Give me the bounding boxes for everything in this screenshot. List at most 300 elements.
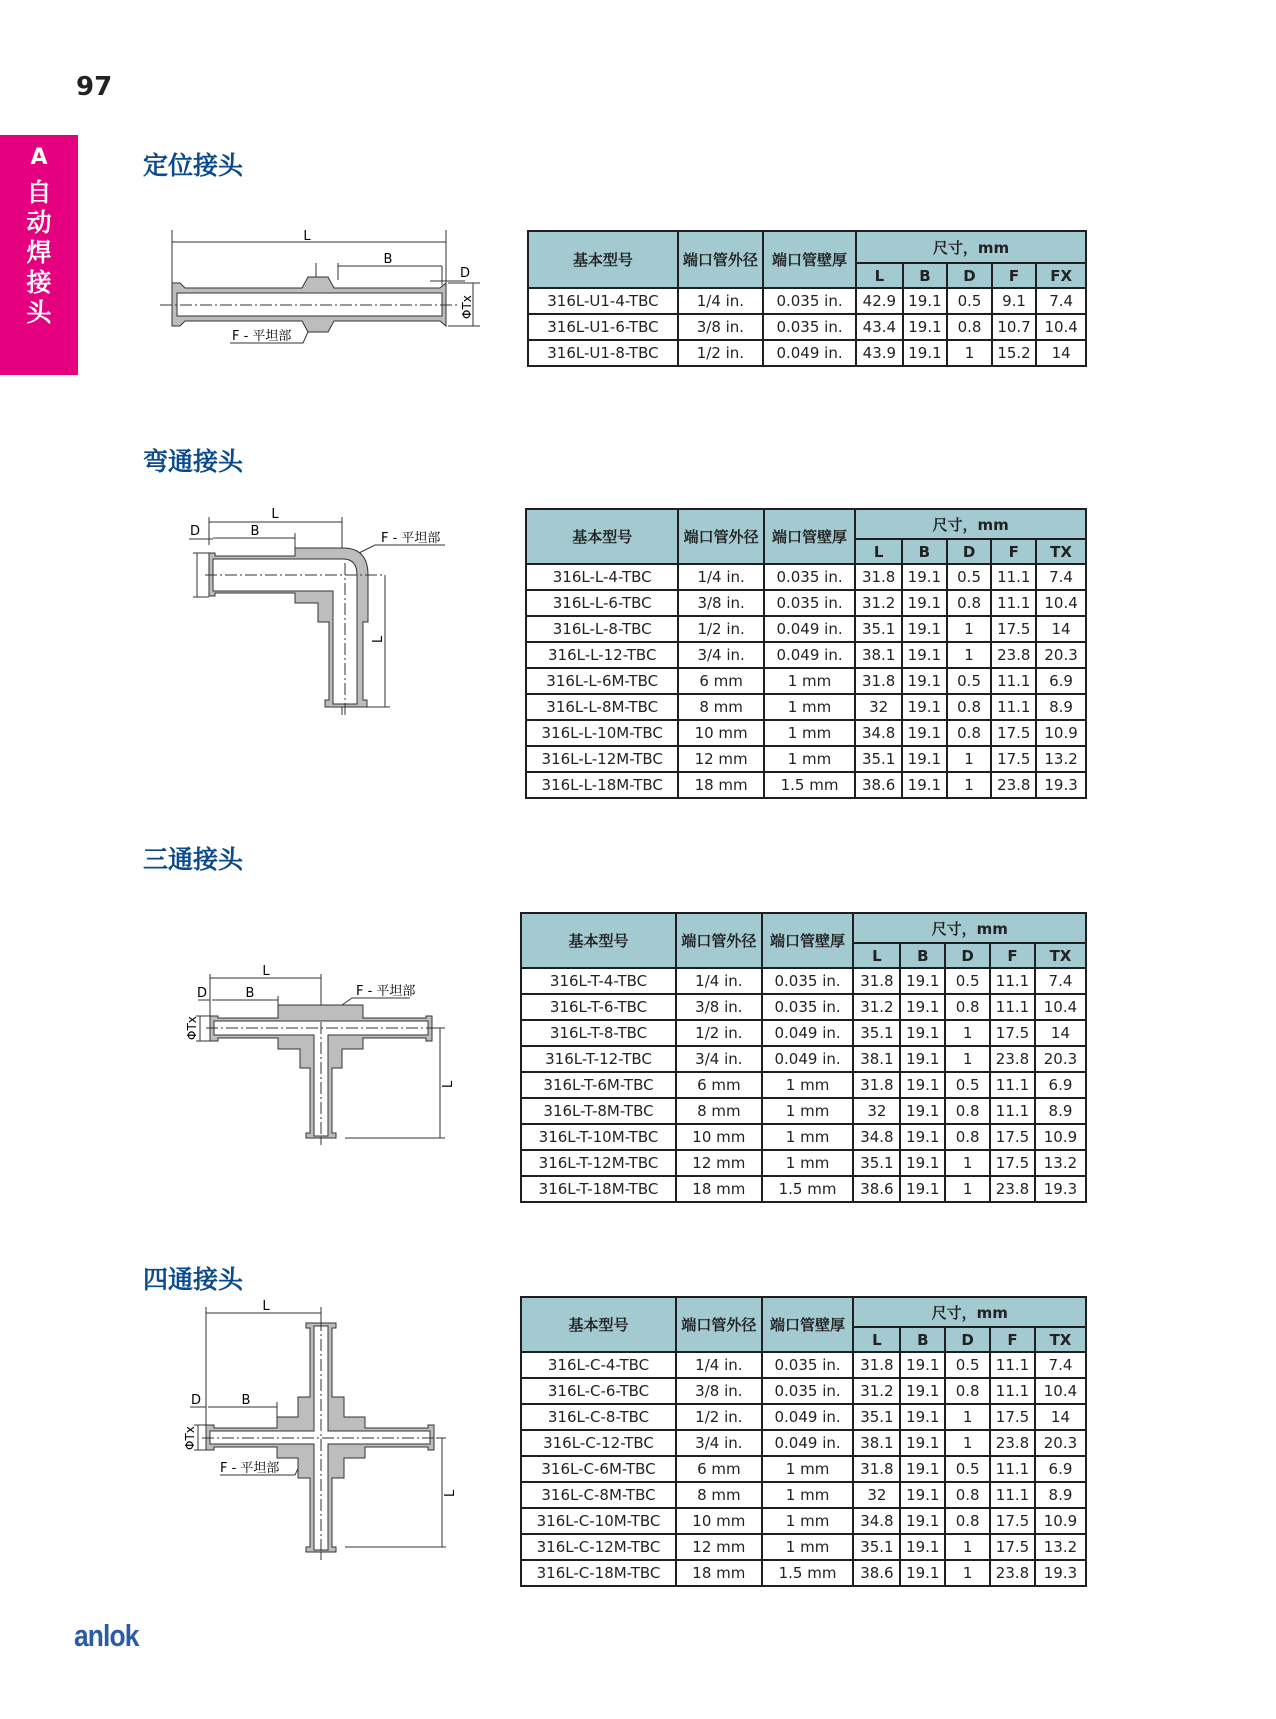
table-cell: 17.5: [990, 1534, 1035, 1560]
table-cell: 1: [945, 1046, 990, 1072]
table-cell: 20.3: [1036, 642, 1086, 668]
header-dim-f: F: [990, 943, 1035, 968]
diagram-tee: [180, 960, 460, 1150]
label-F: F - 平坦部: [356, 984, 416, 999]
table-cell: 18 mm: [676, 1176, 762, 1202]
table-row: [526, 694, 1086, 720]
cell-model: 316L-C-8M-TBC: [521, 1482, 676, 1508]
table-cell: 1: [945, 1430, 990, 1456]
table-cell: 0.5: [945, 1072, 990, 1098]
cell-model: 316L-T-12M-TBC: [521, 1150, 676, 1176]
label-L2: L: [371, 635, 386, 643]
table-cell: 35.1: [853, 1020, 900, 1046]
table-cell: 17.5: [990, 1508, 1035, 1534]
table-cell: 7.4: [1035, 1352, 1086, 1378]
cell-model: 316L-T-6-TBC: [521, 994, 676, 1020]
label-T: ΦTx: [460, 295, 474, 319]
table-cell: 19.1: [902, 668, 947, 694]
table-cell: 18 mm: [678, 772, 763, 798]
table-cell: 11.1: [990, 968, 1035, 994]
section-title-elbow: 弯通接头: [143, 447, 244, 476]
section-title-cross: 四通接头: [143, 1265, 244, 1294]
table-cell: 17.5: [990, 1150, 1035, 1176]
table-cell: 1 mm: [762, 1482, 854, 1508]
table-cell: 14: [1035, 1020, 1086, 1046]
table-cell: 13.2: [1035, 1150, 1086, 1176]
table-cell: 23.8: [990, 1560, 1035, 1586]
header-wall-thickness: 端口管壁厚: [762, 913, 854, 968]
label-F: F - 平坦部: [381, 531, 441, 546]
table-cell: 13.2: [1035, 1534, 1086, 1560]
table-cell: 1: [947, 746, 992, 772]
table-cell: 19.1: [900, 1098, 945, 1124]
table-cell: 3/4 in.: [678, 642, 763, 668]
table-cell: 31.8: [853, 1456, 900, 1482]
header-dim-b: B: [900, 943, 945, 968]
header-dim-f: F: [990, 1327, 1035, 1352]
label-T: ΦTx: [183, 1426, 197, 1450]
label-B: B: [250, 524, 260, 539]
cell-model: 316L-C-6M-TBC: [521, 1456, 676, 1482]
table-cell: 42.9: [856, 288, 903, 314]
table-cell: 0.035 in.: [762, 1352, 854, 1378]
header-model: 基本型号: [528, 231, 678, 288]
table-cell: 19.1: [900, 1560, 945, 1586]
table-cell: 1/4 in.: [678, 288, 763, 314]
table-cell: 19.1: [900, 1124, 945, 1150]
table-cell: 0.035 in.: [763, 288, 856, 314]
table-cell: 23.8: [991, 642, 1036, 668]
table-cell: 0.049 in.: [763, 340, 856, 366]
cell-model: 316L-T-6M-TBC: [521, 1072, 676, 1098]
table-cell: 1.5 mm: [764, 772, 855, 798]
header-dim-b: B: [902, 539, 947, 564]
table-row: [526, 642, 1086, 668]
cell-model: 316L-L-8M-TBC: [526, 694, 678, 720]
cell-model: 316L-L-18M-TBC: [526, 772, 678, 798]
table-cell: 6.9: [1035, 1072, 1086, 1098]
header-wall-thickness: 端口管壁厚: [762, 1297, 854, 1352]
table-cell: 19.1: [900, 1072, 945, 1098]
table-cell: 10.9: [1035, 1508, 1086, 1534]
cell-model: 316L-L-8-TBC: [526, 616, 678, 642]
label-B: B: [245, 986, 255, 1001]
table-cell: 19.1: [900, 1176, 945, 1202]
header-model: 基本型号: [521, 1297, 676, 1352]
table-cell: 1: [947, 340, 992, 366]
table-row: [521, 1072, 1086, 1098]
table-row: [521, 1404, 1086, 1430]
section-title-positioning: 定位接头: [143, 151, 244, 180]
table-cell: 1/2 in.: [676, 1020, 762, 1046]
section-title-tee: 三通接头: [143, 845, 244, 874]
label-L: L: [303, 229, 311, 244]
table-cell: 11.1: [991, 564, 1036, 590]
header-dim-d: D: [947, 539, 992, 564]
table-row: [521, 1560, 1086, 1586]
table-cell: 6 mm: [676, 1072, 762, 1098]
table-cell: 14: [1035, 1404, 1086, 1430]
table-cell: 11.1: [990, 1072, 1035, 1098]
spec-table-elbow: [525, 508, 1087, 799]
spec-table-tee: [520, 912, 1087, 1203]
table-cell: 0.5: [945, 1456, 990, 1482]
table-cell: 19.1: [903, 288, 948, 314]
table-row: [521, 1352, 1086, 1378]
cell-model: 316L-T-8M-TBC: [521, 1098, 676, 1124]
table-row: [521, 1150, 1086, 1176]
table-cell: 19.1: [902, 616, 947, 642]
label-L2: L: [443, 1489, 458, 1497]
table-cell: 1 mm: [762, 1534, 854, 1560]
header-dim-b: B: [900, 1327, 945, 1352]
table-cell: 1 mm: [764, 694, 855, 720]
brand-logo: anlok: [74, 1618, 139, 1653]
table-cell: 31.8: [853, 1352, 900, 1378]
table-cell: 19.1: [902, 642, 947, 668]
table-cell: 1 mm: [762, 1150, 854, 1176]
table-cell: 1.5 mm: [762, 1176, 854, 1202]
header-dim-tx: TX: [1036, 539, 1086, 564]
table-cell: 0.035 in.: [762, 1378, 854, 1404]
cell-model: 316L-C-12M-TBC: [521, 1534, 676, 1560]
table-cell: 1.5 mm: [762, 1560, 854, 1586]
spec-table-positioning: [527, 230, 1087, 367]
table-cell: 8 mm: [678, 694, 763, 720]
diagram-cross: [180, 1295, 460, 1565]
table-cell: 7.4: [1036, 288, 1086, 314]
chapter-side-tab: [0, 135, 78, 375]
table-cell: 10.4: [1035, 1378, 1086, 1404]
table-cell: 1: [945, 1534, 990, 1560]
table-cell: 35.1: [853, 1534, 900, 1560]
label-F: F - 平坦部: [232, 329, 292, 344]
table-cell: 0.049 in.: [762, 1046, 854, 1072]
table-cell: 18 mm: [676, 1560, 762, 1586]
table-row: [521, 1098, 1086, 1124]
table-cell: 6 mm: [678, 668, 763, 694]
table-cell: 23.8: [990, 1176, 1035, 1202]
table-cell: 19.1: [903, 340, 948, 366]
table-cell: 0.8: [947, 590, 992, 616]
table-cell: 3/4 in.: [676, 1430, 762, 1456]
table-cell: 0.8: [947, 694, 992, 720]
header-model: 基本型号: [521, 913, 676, 968]
table-cell: 0.049 in.: [762, 1404, 854, 1430]
table-row: [521, 1482, 1086, 1508]
cell-model: 316L-U1-6-TBC: [528, 314, 678, 340]
table-cell: 38.6: [853, 1176, 900, 1202]
table-cell: 19.1: [900, 1352, 945, 1378]
header-wall-thickness: 端口管壁厚: [763, 231, 856, 288]
table-cell: 19.1: [900, 1456, 945, 1482]
diagram-positioning-union: [160, 225, 480, 360]
header-dim-l: L: [853, 943, 900, 968]
table-cell: 17.5: [991, 720, 1036, 746]
header-dim-d: D: [945, 1327, 990, 1352]
table-cell: 1: [945, 1404, 990, 1430]
table-cell: 7.4: [1035, 968, 1086, 994]
header-dimensions: 尺寸，mm: [855, 509, 1086, 539]
table-cell: 19.1: [900, 968, 945, 994]
table-cell: 3/8 in.: [678, 314, 763, 340]
table-cell: 8.9: [1035, 1098, 1086, 1124]
table-cell: 1/4 in.: [676, 1352, 762, 1378]
table-row: [528, 314, 1086, 340]
cell-model: 316L-T-10M-TBC: [521, 1124, 676, 1150]
table-cell: 23.8: [991, 772, 1036, 798]
table-cell: 0.5: [945, 1352, 990, 1378]
table-row: [521, 1534, 1086, 1560]
cell-model: 316L-L-6M-TBC: [526, 668, 678, 694]
table-cell: 31.2: [855, 590, 902, 616]
cell-model: 316L-C-10M-TBC: [521, 1508, 676, 1534]
table-cell: 0.035 in.: [764, 590, 855, 616]
table-cell: 35.1: [853, 1150, 900, 1176]
cell-model: 316L-L-6-TBC: [526, 590, 678, 616]
table-cell: 1 mm: [762, 1098, 854, 1124]
table-row: [526, 720, 1086, 746]
table-cell: 1 mm: [762, 1072, 854, 1098]
table-cell: 1/2 in.: [676, 1404, 762, 1430]
table-cell: 31.8: [853, 968, 900, 994]
label-D: D: [189, 524, 201, 539]
table-cell: 1 mm: [762, 1456, 854, 1482]
table-cell: 1 mm: [764, 668, 855, 694]
table-cell: 11.1: [990, 994, 1035, 1020]
cell-model: 316L-C-18M-TBC: [521, 1560, 676, 1586]
table-cell: 0.035 in.: [764, 564, 855, 590]
chapter-letter: A: [30, 145, 48, 170]
table-cell: 11.1: [991, 668, 1036, 694]
cell-model: 316L-C-6-TBC: [521, 1378, 676, 1404]
table-cell: 0.8: [945, 1508, 990, 1534]
table-cell: 10.9: [1035, 1124, 1086, 1150]
table-cell: 11.1: [990, 1378, 1035, 1404]
table-cell: 34.8: [853, 1124, 900, 1150]
label-D: D: [196, 986, 208, 1001]
table-cell: 1: [945, 1560, 990, 1586]
table-cell: 35.1: [855, 616, 902, 642]
table-cell: 43.9: [856, 340, 903, 366]
table-cell: 19.1: [903, 314, 948, 340]
table-cell: 38.6: [855, 772, 902, 798]
table-cell: 0.049 in.: [764, 616, 855, 642]
label-L: L: [262, 1299, 270, 1314]
table-cell: 19.1: [902, 720, 947, 746]
table-cell: 1: [947, 616, 992, 642]
table-row: [526, 564, 1086, 590]
table-cell: 0.8: [945, 1378, 990, 1404]
table-cell: 10.4: [1036, 590, 1086, 616]
label-B: B: [383, 252, 393, 267]
table-cell: 19.3: [1036, 772, 1086, 798]
table-cell: 0.5: [947, 288, 992, 314]
cell-model: 316L-L-10M-TBC: [526, 720, 678, 746]
table-cell: 0.035 in.: [762, 994, 854, 1020]
header-dim-tx: TX: [1035, 943, 1086, 968]
cell-model: 316L-U1-4-TBC: [528, 288, 678, 314]
cell-model: 316L-L-12-TBC: [526, 642, 678, 668]
table-cell: 31.2: [853, 994, 900, 1020]
label-L: L: [262, 964, 270, 979]
label-L2: L: [441, 1080, 456, 1088]
table-row: [528, 288, 1086, 314]
table-cell: 3/8 in.: [676, 994, 762, 1020]
table-cell: 13.2: [1036, 746, 1086, 772]
table-cell: 17.5: [990, 1124, 1035, 1150]
cell-model: 316L-U1-8-TBC: [528, 340, 678, 366]
table-row: [521, 1430, 1086, 1456]
table-cell: 31.2: [853, 1378, 900, 1404]
table-cell: 19.1: [902, 590, 947, 616]
table-cell: 1/4 in.: [676, 968, 762, 994]
table-cell: 8.9: [1035, 1482, 1086, 1508]
table-cell: 32: [853, 1098, 900, 1124]
table-cell: 35.1: [855, 746, 902, 772]
table-cell: 1: [945, 1150, 990, 1176]
table-cell: 6 mm: [676, 1456, 762, 1482]
table-cell: 23.8: [990, 1046, 1035, 1072]
label-F: F - 平坦部: [220, 1461, 280, 1476]
page-number: 97: [76, 72, 113, 102]
label-D: D: [460, 266, 471, 281]
table-row: [521, 968, 1086, 994]
header-dim-b: B: [903, 263, 948, 288]
table-cell: 0.049 in.: [762, 1430, 854, 1456]
header-outer-diameter: 端口管外径: [676, 913, 762, 968]
table-cell: 11.1: [990, 1352, 1035, 1378]
table-cell: 19.1: [900, 1150, 945, 1176]
table-row: [521, 1124, 1086, 1150]
cell-model: 316L-C-4-TBC: [521, 1352, 676, 1378]
table-cell: 1: [945, 1176, 990, 1202]
table-cell: 19.1: [900, 1482, 945, 1508]
table-cell: 0.8: [947, 314, 992, 340]
table-cell: 1/4 in.: [678, 564, 763, 590]
table-cell: 3/8 in.: [678, 590, 763, 616]
table-cell: 11.1: [990, 1098, 1035, 1124]
table-cell: 11.1: [991, 694, 1036, 720]
table-cell: 0.049 in.: [764, 642, 855, 668]
header-dim-tx: TX: [1035, 1327, 1086, 1352]
table-cell: 0.035 in.: [763, 314, 856, 340]
table-cell: 9.1: [992, 288, 1037, 314]
table-cell: 10.7: [992, 314, 1037, 340]
table-cell: 35.1: [853, 1404, 900, 1430]
table-cell: 43.4: [856, 314, 903, 340]
table-cell: 19.1: [900, 994, 945, 1020]
table-cell: 1: [947, 642, 992, 668]
label-B: B: [241, 1393, 251, 1408]
table-row: [521, 1378, 1086, 1404]
cell-model: 316L-L-12M-TBC: [526, 746, 678, 772]
header-dim-f: F: [992, 263, 1037, 288]
table-cell: 19.1: [902, 772, 947, 798]
table-cell: 32: [855, 694, 902, 720]
table-cell: 19.1: [900, 1404, 945, 1430]
table-cell: 12 mm: [676, 1150, 762, 1176]
table-cell: 0.8: [945, 994, 990, 1020]
header-dim-d: D: [945, 943, 990, 968]
cell-model: 316L-C-8-TBC: [521, 1404, 676, 1430]
header-outer-diameter: 端口管外径: [678, 231, 763, 288]
header-dim-l: L: [855, 539, 902, 564]
table-cell: 17.5: [991, 616, 1036, 642]
cell-model: 316L-T-4-TBC: [521, 968, 676, 994]
table-cell: 19.3: [1035, 1176, 1086, 1202]
table-cell: 1/2 in.: [678, 340, 763, 366]
table-cell: 23.8: [990, 1430, 1035, 1456]
table-cell: 19.3: [1035, 1560, 1086, 1586]
table-cell: 12 mm: [676, 1534, 762, 1560]
header-outer-diameter: 端口管外径: [678, 509, 763, 564]
label-L: L: [271, 507, 279, 522]
table-cell: 38.1: [853, 1430, 900, 1456]
table-cell: 20.3: [1035, 1046, 1086, 1072]
table-cell: 19.1: [900, 1020, 945, 1046]
table-cell: 38.1: [855, 642, 902, 668]
table-cell: 31.8: [855, 564, 902, 590]
table-cell: 0.049 in.: [762, 1020, 854, 1046]
table-cell: 11.1: [991, 590, 1036, 616]
table-cell: 1 mm: [764, 746, 855, 772]
table-cell: 0.5: [947, 564, 992, 590]
table-cell: 19.1: [900, 1046, 945, 1072]
table-row: [528, 340, 1086, 366]
cell-model: 316L-T-18M-TBC: [521, 1176, 676, 1202]
table-cell: 32: [853, 1482, 900, 1508]
table-cell: 10 mm: [676, 1124, 762, 1150]
table-cell: 34.8: [853, 1508, 900, 1534]
header-outer-diameter: 端口管外径: [676, 1297, 762, 1352]
header-dimensions: 尺寸，mm: [853, 913, 1086, 943]
table-cell: 31.8: [853, 1072, 900, 1098]
table-cell: 1 mm: [764, 720, 855, 746]
table-cell: 14: [1036, 340, 1086, 366]
table-cell: 10.4: [1036, 314, 1086, 340]
table-cell: 10.4: [1035, 994, 1086, 1020]
table-cell: 3/8 in.: [676, 1378, 762, 1404]
table-cell: 0.035 in.: [762, 968, 854, 994]
table-cell: 1 mm: [762, 1508, 854, 1534]
table-cell: 6.9: [1035, 1456, 1086, 1482]
table-cell: 0.8: [945, 1482, 990, 1508]
cell-model: 316L-T-12-TBC: [521, 1046, 676, 1072]
table-cell: 1/2 in.: [678, 616, 763, 642]
header-dim-f: F: [991, 539, 1036, 564]
table-cell: 14: [1036, 616, 1086, 642]
label-D: D: [190, 1393, 202, 1408]
table-cell: 19.1: [900, 1508, 945, 1534]
table-cell: 17.5: [990, 1020, 1035, 1046]
table-row: [521, 1176, 1086, 1202]
table-cell: 19.1: [900, 1378, 945, 1404]
header-model: 基本型号: [526, 509, 678, 564]
table-row: [521, 1508, 1086, 1534]
table-cell: 8.9: [1036, 694, 1086, 720]
header-dim-d: D: [947, 263, 992, 288]
header-dim-fx: FX: [1036, 263, 1086, 288]
table-cell: 19.1: [900, 1430, 945, 1456]
table-cell: 19.1: [902, 564, 947, 590]
table-cell: 19.1: [902, 694, 947, 720]
spec-table-cross: [520, 1296, 1087, 1587]
table-cell: 1: [947, 772, 992, 798]
table-row: [521, 1456, 1086, 1482]
table-cell: 15.2: [992, 340, 1037, 366]
table-cell: 10 mm: [678, 720, 763, 746]
